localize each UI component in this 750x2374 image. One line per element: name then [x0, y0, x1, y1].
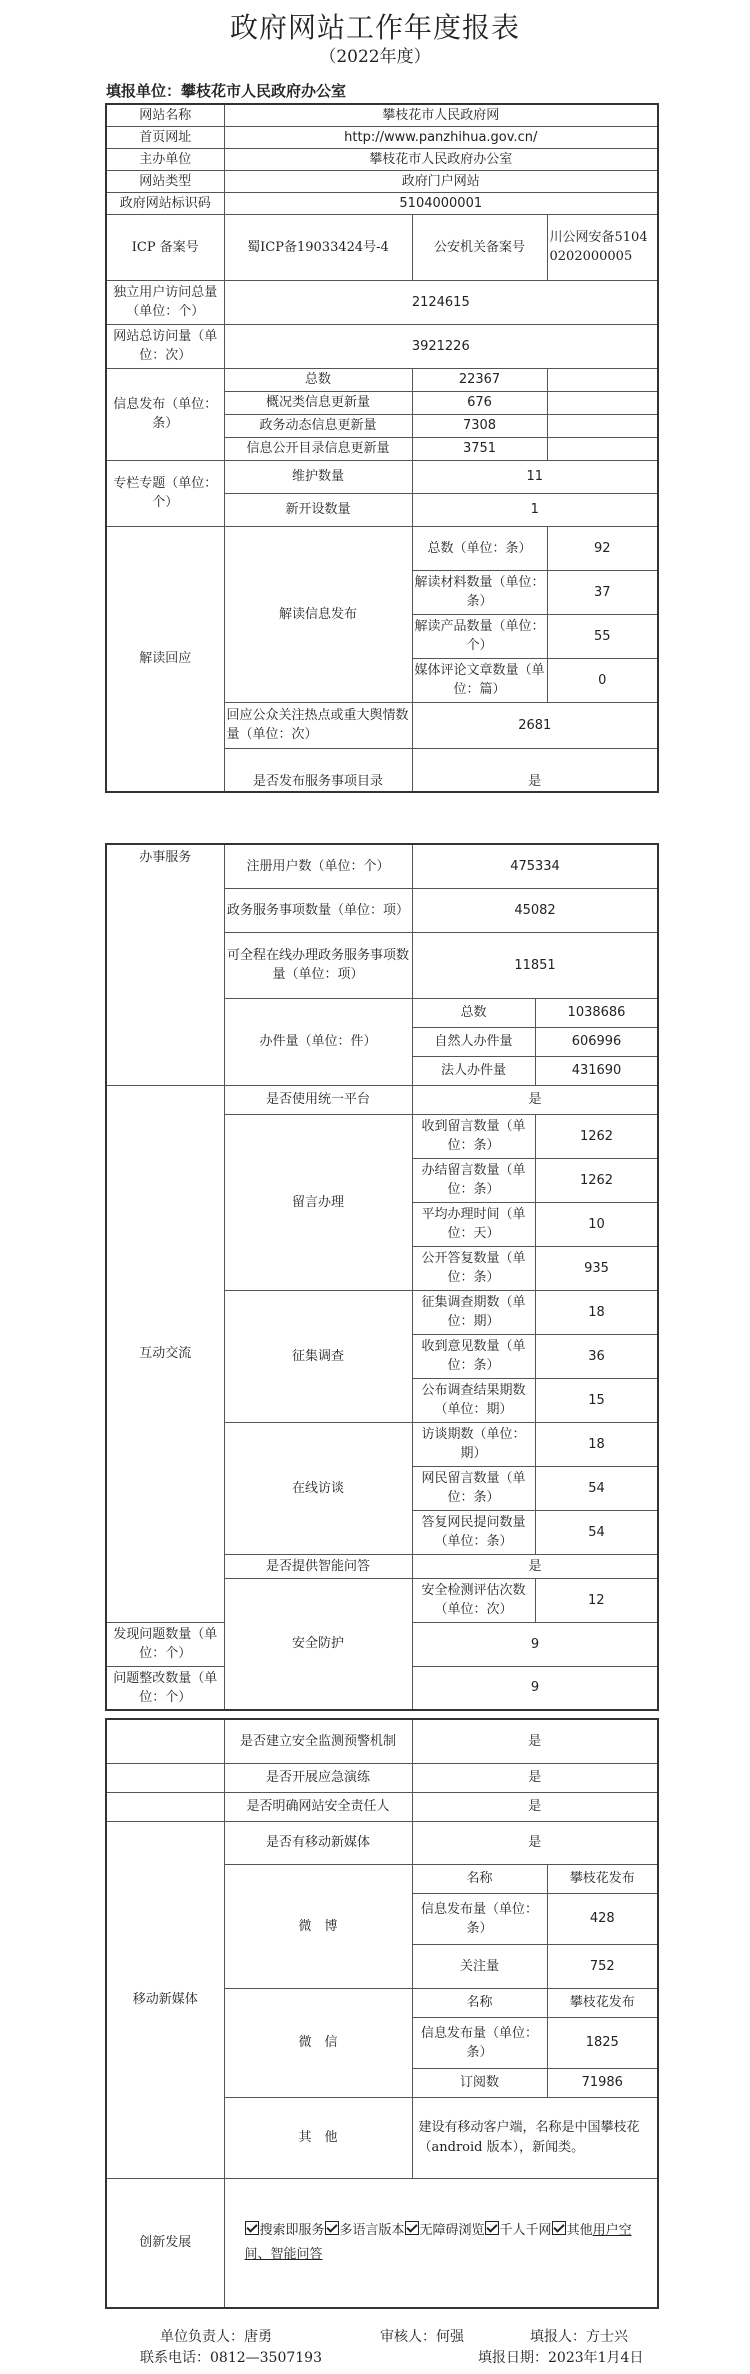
survey-row-value: 36: [535, 1334, 658, 1378]
weibo-posts: 428: [547, 1893, 658, 1944]
cases-row-label: 自然人办件量: [412, 1027, 535, 1056]
topic-row-label: 维护数量: [224, 460, 412, 493]
mobile-label: 移动新媒体: [106, 1821, 224, 2178]
cases-row-label: 总数: [412, 998, 535, 1027]
survey-row-label: 收到意见数量（单位：条）: [412, 1334, 535, 1378]
wechat-subs-label: 订阅数: [412, 2068, 547, 2097]
other-media-value: 建设有移动客户端，名称是中国攀枝花（android 版本），新闻类。: [412, 2097, 658, 2178]
checkbox-icon: [485, 2221, 499, 2235]
police-record-label: 公安机关备案号: [412, 214, 547, 280]
interview-row-label: 访谈期数（单位：期）: [412, 1422, 535, 1466]
monitor-label: 是否建立安全监测预警机制: [224, 1719, 412, 1763]
info-row-label: 概况类信息更新量: [224, 391, 412, 414]
security-row-value: 9: [412, 1622, 658, 1666]
interaction-label: 互动交流: [106, 1085, 224, 1622]
site-type-label: 网站类型: [106, 170, 224, 192]
message-row-label: 收到留言数量（单位：条）: [412, 1114, 535, 1158]
smart-qa-label: 是否提供智能问答: [224, 1554, 412, 1578]
security-row-value: 12: [535, 1578, 658, 1622]
topics-label: 专栏专题（单位：个）: [106, 460, 224, 526]
service-row-value: 45082: [412, 888, 658, 932]
uv-label: 独立用户访问总量（单位：个）: [106, 280, 224, 324]
interview-row-value: 54: [535, 1466, 658, 1510]
home-url: http://www.panzhihua.gov.cn/: [224, 126, 658, 148]
interpret-row-label: 媒体评论文章数量（单位：篇）: [412, 658, 547, 702]
message-row-label: 公开答复数量（单位：条）: [412, 1246, 535, 1290]
reviewer: 审核人：何强: [380, 2329, 464, 2345]
security-label: 安全防护: [224, 1578, 412, 1710]
survey-row-value: 18: [535, 1290, 658, 1334]
weibo-posts-label: 信息发布量（单位：条）: [412, 1893, 547, 1944]
interview-row-label: 答复网民提问数量（单位：条）: [412, 1510, 535, 1554]
wechat-posts-label: 信息发布量（单位：条）: [412, 2017, 547, 2068]
wechat-name: 攀枝花发布: [547, 1988, 658, 2017]
police-record-number: 川公网安备51040202000005: [547, 214, 658, 280]
wechat-label: 微 信: [224, 1988, 412, 2097]
survey-row-label: 征集调查期数（单位：期）: [412, 1290, 535, 1334]
checkbox-icon: [245, 2221, 259, 2235]
interview-label: 在线访谈: [224, 1422, 412, 1554]
checkbox-icon: [405, 2221, 419, 2235]
interpret-row-label: 总数（单位：条）: [412, 526, 547, 570]
cases-row-value: 606996: [535, 1027, 658, 1056]
interpret-row-label: 解读材料数量（单位：条）: [412, 570, 547, 614]
has-mobile-value: 是: [412, 1821, 658, 1864]
icp-label: ICP 备案号: [106, 214, 224, 280]
other-media-label: 其 他: [224, 2097, 412, 2178]
cases-row-label: 法人办件量: [412, 1056, 535, 1085]
message-row-label: 平均办理时间（单位：天）: [412, 1202, 535, 1246]
checkbox-icon: [325, 2221, 339, 2235]
innovation-options: [224, 2178, 658, 2308]
wechat-subs: 71986: [547, 2068, 658, 2097]
interpret-row-value: 37: [547, 570, 658, 614]
catalog-value: 是: [412, 748, 658, 792]
fill-unit: 填报单位：攀枝花市人民政府办公室: [106, 82, 347, 100]
service-interaction-table: [105, 843, 659, 1711]
interview-row-value: 54: [535, 1510, 658, 1554]
info-row-label: 政务动态信息更新量: [224, 414, 412, 437]
pv-label: 网站总访问量（单位：次）: [106, 324, 224, 368]
survey-row-label: 公布调查结果期数（单位：期）: [412, 1378, 535, 1422]
uv-value: 2124615: [224, 280, 658, 324]
service-row-value: 11851: [412, 932, 658, 998]
filler: 填报人：方士兴: [530, 2329, 628, 2345]
home-url-label: 首页网址: [106, 126, 224, 148]
pv-value: 3921226: [224, 324, 658, 368]
interpret-row-label: 解读产品数量（单位：个）: [412, 614, 547, 658]
mobile-media-table: [105, 1718, 659, 2309]
service-row-label: 注册用户数（单位：个）: [224, 844, 412, 888]
response-value: 2681: [412, 702, 658, 748]
innovation-extra: 用户空间、智能问答: [244, 2222, 632, 2262]
innovation-option: 搜索即服务: [259, 2222, 325, 2238]
interpret-row-value: 55: [547, 614, 658, 658]
smart-qa-value: 是: [412, 1554, 658, 1578]
info-row-label: 信息公开目录信息更新量: [224, 437, 412, 460]
site-name-label: 网站名称: [106, 104, 224, 126]
security-row-label: 发现问题数量（单位：个）: [106, 1622, 224, 1666]
monitor-value: 是: [412, 1719, 658, 1763]
weibo-name: 攀枝花发布: [547, 1864, 658, 1893]
interpret-row-value: 0: [547, 658, 658, 702]
site-name: 攀枝花市人民政府网: [224, 104, 658, 126]
site-code-label: 政府网站标识码: [106, 192, 224, 214]
topic-row-value: 11: [412, 460, 658, 493]
cases-row-value: 431690: [535, 1056, 658, 1085]
innovation-option: 无障碍浏览: [419, 2222, 485, 2238]
info-row-value: 7308: [412, 414, 547, 437]
unit-leader: 单位负责人：唐勇: [160, 2329, 272, 2345]
cases-row-value: 1038686: [535, 998, 658, 1027]
security-person-label: 是否明确网站安全责任人: [224, 1792, 412, 1821]
checkbox-icon: [552, 2221, 566, 2235]
innovation-option: 其他: [566, 2222, 593, 2238]
info-row-value: 22367: [412, 368, 547, 391]
contact-phone: 联系电话：0812—3507193: [140, 2350, 322, 2366]
page-subtitle: （2022年度）: [319, 47, 431, 67]
weibo-name-label: 名称: [412, 1864, 547, 1893]
security-row-label: 安全检测评估次数（单位：次）: [412, 1578, 535, 1622]
wechat-posts: 1825: [547, 2017, 658, 2068]
service-row-value: 475334: [412, 844, 658, 888]
weibo-follow-label: 关注量: [412, 1944, 547, 1988]
security-person-value: 是: [412, 1792, 658, 1821]
topic-row-label: 新开设数量: [224, 493, 412, 526]
info-publish-label: 信息发布（单位：条）: [106, 368, 224, 460]
page-title: 政府网站工作年度报表: [229, 11, 520, 44]
weibo-follow: 752: [547, 1944, 658, 1988]
message-row-value: 1262: [535, 1114, 658, 1158]
fill-date: 填报日期：2023年1月4日: [478, 2350, 644, 2366]
interview-row-label: 网民留言数量（单位：条）: [412, 1466, 535, 1510]
service-row-label: 可全程在线办理政务服务事项数量（单位：项）: [224, 932, 412, 998]
response-label: 回应公众关注热点或重大舆情数量（单位：次）: [224, 702, 412, 748]
icp-number: 蜀ICP备19033424号-4: [224, 214, 412, 280]
service-row-label: 政务服务事项数量（单位：项）: [224, 888, 412, 932]
security-row-value: 9: [412, 1666, 658, 1710]
interpret-label: 解读回应: [106, 526, 224, 792]
info-row-value: 3751: [412, 437, 547, 460]
catalog-label: 是否发布服务事项目录: [224, 748, 412, 792]
cases-label: 办件量（单位：件）: [224, 998, 412, 1085]
innovation-option: 多语言版本: [339, 2222, 405, 2238]
message-row-value: 1262: [535, 1158, 658, 1202]
sponsor-label: 主办单位: [106, 148, 224, 170]
interview-row-value: 18: [535, 1422, 658, 1466]
innovation-label: 创新发展: [106, 2178, 224, 2308]
weibo-label: 微 博: [224, 1864, 412, 1988]
security-row-label: 问题整改数量（单位：个）: [106, 1666, 224, 1710]
drill-value: 是: [412, 1763, 658, 1792]
info-row-value: 676: [412, 391, 547, 414]
platform-value: 是: [412, 1085, 658, 1114]
survey-row-value: 15: [535, 1378, 658, 1422]
message-row-label: 办结留言数量（单位：条）: [412, 1158, 535, 1202]
site-code: 5104000001: [224, 192, 658, 214]
site-type: 政府门户网站: [224, 170, 658, 192]
message-label: 留言办理: [224, 1114, 412, 1290]
drill-label: 是否开展应急演练: [224, 1763, 412, 1792]
message-row-value: 10: [535, 1202, 658, 1246]
survey-label: 征集调查: [224, 1290, 412, 1422]
platform-label: 是否使用统一平台: [224, 1085, 412, 1114]
info-row-label: 总数: [224, 368, 412, 391]
message-row-value: 935: [535, 1246, 658, 1290]
interpret-row-value: 92: [547, 526, 658, 570]
wechat-name-label: 名称: [412, 1988, 547, 2017]
sponsor: 攀枝花市人民政府办公室: [224, 148, 658, 170]
service-label: 办事服务: [106, 844, 224, 1085]
interpret-sub-label: 解读信息发布: [224, 526, 412, 702]
has-mobile-label: 是否有移动新媒体: [224, 1821, 412, 1864]
innovation-option: 千人千网: [499, 2222, 552, 2238]
basic-info-table: [105, 103, 659, 793]
topic-row-value: 1: [412, 493, 658, 526]
